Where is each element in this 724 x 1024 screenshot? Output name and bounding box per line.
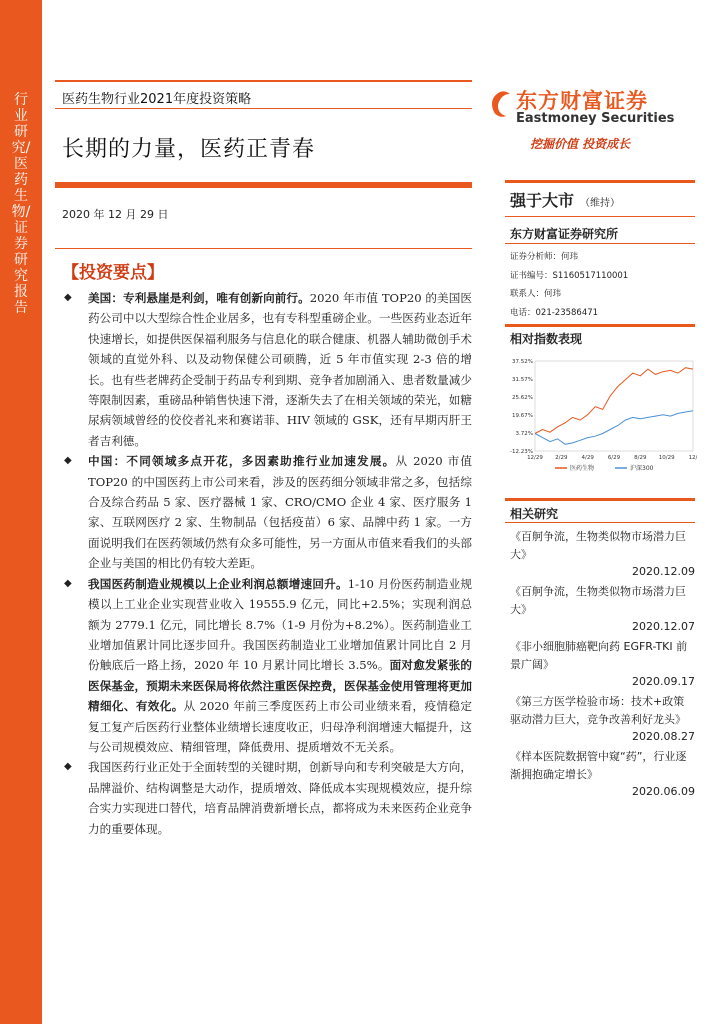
related-title: 相关研究 xyxy=(510,507,559,521)
title-bar xyxy=(55,182,472,188)
bullet-body: 我国医药行业正处于全面转型的关键时期，创新导向和专利突破是大方向，品牌溢价、结构调整是大动作，提质增效、降低成本实现规模效应，提升综合实力实现进口替代，培育品牌消费新增长点，都将成为未来医药企业竞争力的重要体现。 xyxy=(88,760,472,836)
related-date: 2020.12.07 xyxy=(632,620,695,633)
brand-name-cn: 东方财富证券 xyxy=(516,89,648,113)
y-tick-label: -12.23% xyxy=(510,449,533,455)
chart-top-rule xyxy=(505,324,695,327)
report-date: 2020 年 12 月 29 日 xyxy=(62,208,169,221)
plot-frame xyxy=(535,361,693,451)
section-title: 【投资要点】 xyxy=(62,263,164,283)
bullet-body-2: 从 2020 年前三季度医药上市公司业绩来看，疫情稳定复工复产后医药行业整体业绩增长速度收正，归母净利润增速大幅提升，这与公司规模效应、精细管理，降低费用、提质增效不无关系。 xyxy=(88,699,472,754)
bullet-item xyxy=(62,574,472,758)
legend-label: 沪深300 xyxy=(630,465,654,472)
related-date: 2020.08.27 xyxy=(632,730,695,743)
rating-top-rule xyxy=(505,180,695,183)
rating-label: 强于大市 xyxy=(510,191,575,210)
header-top-rule xyxy=(55,80,472,82)
brand-name-en: Eastmoney Securities xyxy=(516,111,675,126)
phone: 电话：021-23586471 xyxy=(510,308,599,318)
institute-rule xyxy=(505,243,695,244)
diamond-icon: ◆ xyxy=(64,577,72,589)
cert-number: 证书编号：S1160517110001 xyxy=(510,271,629,281)
institute-name: 东方财富证券研究所 xyxy=(510,227,619,241)
related-top-rule xyxy=(505,498,695,501)
report-type: 医药生物行业2021年度投资策略 xyxy=(62,92,252,107)
series-line-0 xyxy=(535,368,693,434)
diamond-icon: ◆ xyxy=(64,292,72,303)
diamond-icon: ◆ xyxy=(64,761,72,773)
y-tick-label: 25.62% xyxy=(512,395,533,401)
contact: 联系人：何玮 xyxy=(510,289,562,299)
bullet-item xyxy=(62,288,472,451)
x-tick-label: 10/29 xyxy=(658,455,675,461)
x-tick-label: 12/ xyxy=(688,455,697,461)
diamond-icon: ◆ xyxy=(64,455,72,467)
sidebar-label: 行业研究/医药生物/证券研究报告 xyxy=(11,92,31,316)
bullet-lead-2: 面对愈发紧张的医保基金，预期未来医保局将依然注重医保控费，医保基金使用管理将更加精细化、有效化。 xyxy=(88,658,472,714)
brand-logo-icon xyxy=(488,90,512,120)
x-tick-label: 4/29 xyxy=(581,455,594,461)
section-rule xyxy=(55,248,472,249)
rating-bottom-rule xyxy=(505,216,695,217)
related-item[interactable]: 《百舸争流，生物类似物市场潜力巨大》 xyxy=(510,585,686,616)
bullet-body: 1-10 月份医药制造业规模以上工业企业实现营业收入 19555.9 亿元，同比+2.5%；实现利润总额为 2779.1 亿元，同比增长 8.7%（1-9 月份为+8.2%）。医药制造业工业增加值累计同比逐步回升。我国医药制造业工业增加值累计同比自 2 月份触底后一路上扬，2020 年 10 月累计同比增长 3.5%。 xyxy=(88,576,472,673)
y-tick-label: 31.57% xyxy=(512,377,533,383)
related-item[interactable]: 《第三方医学检验市场：技术+政策驱动潜力巨大，竞争改善利好龙头》 xyxy=(510,695,686,726)
investment-points xyxy=(62,288,472,839)
y-tick-label: 3.72% xyxy=(515,431,533,437)
bullet-item xyxy=(62,757,472,839)
header-sub-rule xyxy=(55,108,472,109)
bullet-item xyxy=(62,451,472,573)
related-date: 2020.09.17 xyxy=(632,675,695,688)
x-tick-label: 12/29 xyxy=(527,455,543,461)
bullet-body: 2020 年市值 TOP20 的美国医药公司中以大型综合性企业居多，也有专科型重磅企业。一些医药业态近年快速增长，如提供医保福利服务与信息化的联合健康、机器人辅助微创手术领域的直觉外科、以及动物保健公司硕腾，近 5 年市值实现 2-3 倍的增长。也有些老牌药企受制于药品专利到期、竞争者加剧涌入、患者数量减少等限制因素，重磅品种销售快速下滑，逐渐失去了在相关领域的荣光，如糖尿病领域曾经的佼佼者礼来和赛诺菲、HIV 领域的 GSK，还有早期丙肝王者吉利德。 xyxy=(88,291,472,448)
sidebar-band xyxy=(0,0,42,1024)
related-item[interactable]: 《非小细胞肺癌靶向药 EGFR-TKI 前景广阔》 xyxy=(510,640,688,671)
rating-sub: （维持） xyxy=(580,198,621,209)
related-rule xyxy=(505,522,695,523)
series-line-1 xyxy=(535,411,693,445)
bullet-lead: 美国：专利悬崖是利剑，唯有创新向前行。 xyxy=(88,291,310,305)
related-item[interactable]: 《百舸争流，生物类似物市场潜力巨大》 xyxy=(510,530,686,561)
related-date: 2020.12.09 xyxy=(632,565,695,578)
relative-index-chart xyxy=(505,355,697,475)
analyst: 证券分析师：何玮 xyxy=(510,252,579,262)
rating-block xyxy=(510,188,620,211)
x-tick-label: 2/29 xyxy=(555,455,568,461)
chart-title: 相对指数表现 xyxy=(510,332,583,346)
legend-label: 医药生物 xyxy=(570,465,595,472)
x-tick-label: 8/29 xyxy=(634,455,647,461)
related-date: 2020.06.09 xyxy=(632,785,695,798)
bullet-lead: 中国：不同领域多点开花，多因素助推行业加速发展。 xyxy=(88,454,396,469)
bullet-lead: 我国医药制造业规模以上企业利润总额增速回升。 xyxy=(88,576,348,591)
y-tick-label: 19.67% xyxy=(512,413,533,419)
bullet-body: 从 2020 市值 TOP20 的中国医药上市公司来看，涉及的医药细分领域非常之多，包括综合及综合药品 5 家、医疗器械 1 家、CRO/CMO 企业 4 家、医疗服务 1 家、互联网医疗 2 家、生物制品（包括疫苗）6 家、品牌中药 1 家。一方面说明我们在医药领域仍然有众多可能性，另一方面从市值来看我们的头部企业与美国的相比仍有较大差距。 xyxy=(88,454,472,571)
x-tick-label: 6/29 xyxy=(607,455,621,461)
brand-slogan: 挖掘价值 投资成长 xyxy=(530,137,631,151)
page-title: 长期的力量，医药正青春 xyxy=(62,137,316,162)
related-item[interactable]: 《样本医院数据管中窥“药”，行业逐渐拥抱确定增长》 xyxy=(510,750,687,781)
y-tick-label: 37.52% xyxy=(512,359,533,365)
